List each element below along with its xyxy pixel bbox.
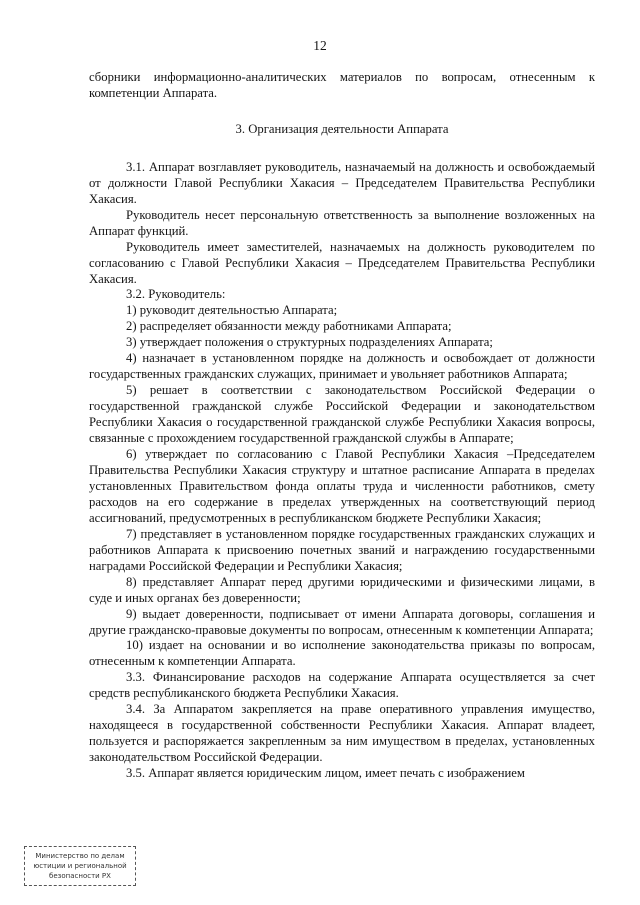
paragraph-deputies: Руководитель имеет заместителей, назначаемых на должность руководителем по согласованию с Главой Республики Хакасия – Председателем Правительства Республики Хакасия. [89, 239, 595, 286]
paragraph-3-4: 3.4. За Аппаратом закрепляется на праве оперативного управления имущество, находящееся в государственной собственности Республики Хакасия. Аппарат владеет, пользуется и распоряжается закрепленным за ним имуществом в пределах, установленных законодательством Российской Федерации. [89, 702, 595, 765]
list-item: 7) представляет в установленном порядке государственных гражданских служащих и работников Аппарата к присвоению почетных званий и награждению государственными наградами Российской Федерации и Республики Хакасия; [89, 526, 595, 573]
list-item: 4) назначает в установленном порядке на должность и освобождает от должности государственных гражданских служащих, принимает и увольняет работников Аппарата; [89, 351, 595, 382]
list-item: 3) утверждает положения о структурных подразделениях Аппарата; [126, 335, 493, 350]
list-item: 8) представляет Аппарат перед другими юридическими и физическими лицами, в суде и иных органах без доверенности; [89, 574, 595, 605]
list-item: 6) утверждает по согласованию с Главой Республики Хакасия –Председателем Правительства Республики Хакасия структуру и штатное расписание Аппарата в пределах установленных Правительством фонда оплаты труда и численности работников, смету расходов на его содержание в пределах утвержденных на соответствующий период ассигнований, предусмотренных в республиканском бюджете Республики Хакасия; [89, 447, 595, 525]
stamp-line: Министерство по делам [35, 852, 125, 860]
paragraph-3-5: 3.5. Аппарат является юридическим лицом, имеет печать с изображением [126, 766, 525, 781]
list-item: 2) распределяет обязанности между работниками Аппарата; [126, 319, 452, 334]
list-item: 1) руководит деятельностью Аппарата; [126, 303, 338, 318]
page-number: 12 [313, 38, 327, 53]
stamp-line: юстиции и региональной [33, 862, 127, 870]
stamp-line: безопасности РХ [49, 872, 111, 880]
paragraph-3-3: 3.3. Финансирование расходов на содержание Аппарата осуществляется за счет средств республиканского бюджета Республики Хакасия. [89, 670, 595, 701]
ministry-stamp [24, 846, 136, 886]
list-item: 5) решает в соответствии с законодательством Российской Федерации о государственной гражданской службе Российской Федерации и законодательством Республики Хакасия о государственной гражданской службе Республики Хакасия вопросы, связанные с прохождением государственной гражданской службы в Аппарате; [89, 383, 595, 446]
top-fragment: сборники информационно-аналитических материалов по вопросам, отнесенным к компетенции Аппарата. [89, 70, 595, 100]
list-item: 10) издает на основании и во исполнение законодательства приказы по вопросам, отнесенным к компетенции Аппарата. [89, 638, 595, 669]
list-item: 9) выдает доверенности, подписывает от имени Аппарата договоры, соглашения и другие гражданско-правовые документы по вопросам, отнесенным к компетенции Аппарата; [89, 606, 595, 637]
paragraph-3-1: 3.1. Аппарат возглавляет руководитель, назначаемый на должность и освобождаемый от должности Главой Республики Хакасия – Председателем Правительства Республики Хакасия. [89, 159, 595, 206]
paragraph-3-2: 3.2. Руководитель: [126, 287, 226, 302]
section-title: 3. Организация деятельности Аппарата [235, 121, 449, 136]
paragraph-responsibility: Руководитель несет персональную ответственность за выполнение возложенных на Аппарат функций. [89, 207, 595, 238]
document-body [89, 70, 595, 782]
